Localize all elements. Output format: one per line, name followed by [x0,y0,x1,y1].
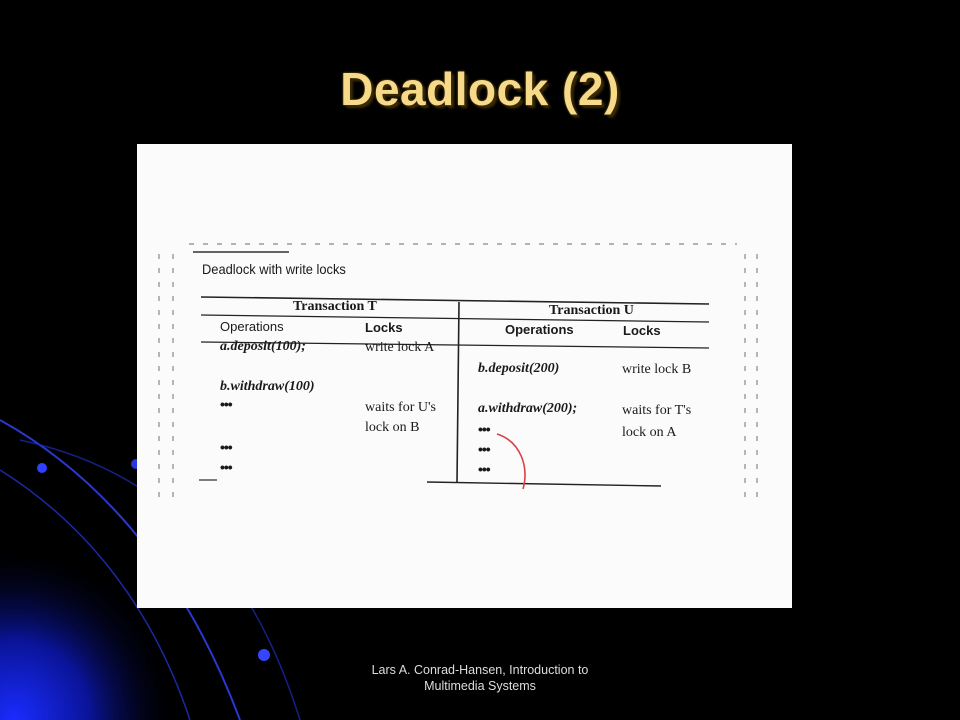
t-locks-header: Locks [365,320,403,335]
figure-caption: Deadlock with write locks [202,261,346,277]
t-op-deposit: a.deposit(100); [220,339,306,354]
transaction-t-header: Transaction T [293,299,377,314]
t-lock-waits-line2: lock on B [365,420,420,435]
u-operations-header: Operations [505,322,574,337]
decor-dot-3 [258,649,270,661]
t-op-withdraw: b.withdraw(100) [220,379,315,394]
footer-line-2: Multimedia Systems [424,679,536,693]
slide-title: Deadlock (2) [340,63,620,115]
u-ellipsis-1: ••• [478,421,490,437]
t-ellipsis-3: ••• [220,459,232,475]
u-ellipsis-2: ••• [478,441,490,457]
slide-footer [280,662,680,694]
t-operations-header: Operations [220,319,284,334]
u-locks-header: Locks [623,323,661,338]
t-lock-write-a: write lock A [365,340,435,355]
transaction-u-header: Transaction U [549,303,634,318]
u-op-withdraw: a.withdraw(200); [478,401,578,416]
scanned-figure [137,144,792,608]
t-lock-waits-line1: waits for U's [365,400,436,415]
u-ellipsis-3: ••• [478,461,490,477]
t-ellipsis-1: ••• [220,396,232,412]
footer-line-1: Lars A. Conrad-Hansen, Introduction to [371,663,589,677]
u-lock-waits-line2: lock on A [622,425,677,440]
u-op-deposit: b.deposit(200) [478,361,560,376]
u-lock-write-b: write lock B [622,362,692,377]
figure-lines [137,144,792,608]
u-lock-waits-line1: waits for T's [622,403,692,418]
t-ellipsis-2: ••• [220,439,232,455]
decor-dot-1 [37,463,47,473]
